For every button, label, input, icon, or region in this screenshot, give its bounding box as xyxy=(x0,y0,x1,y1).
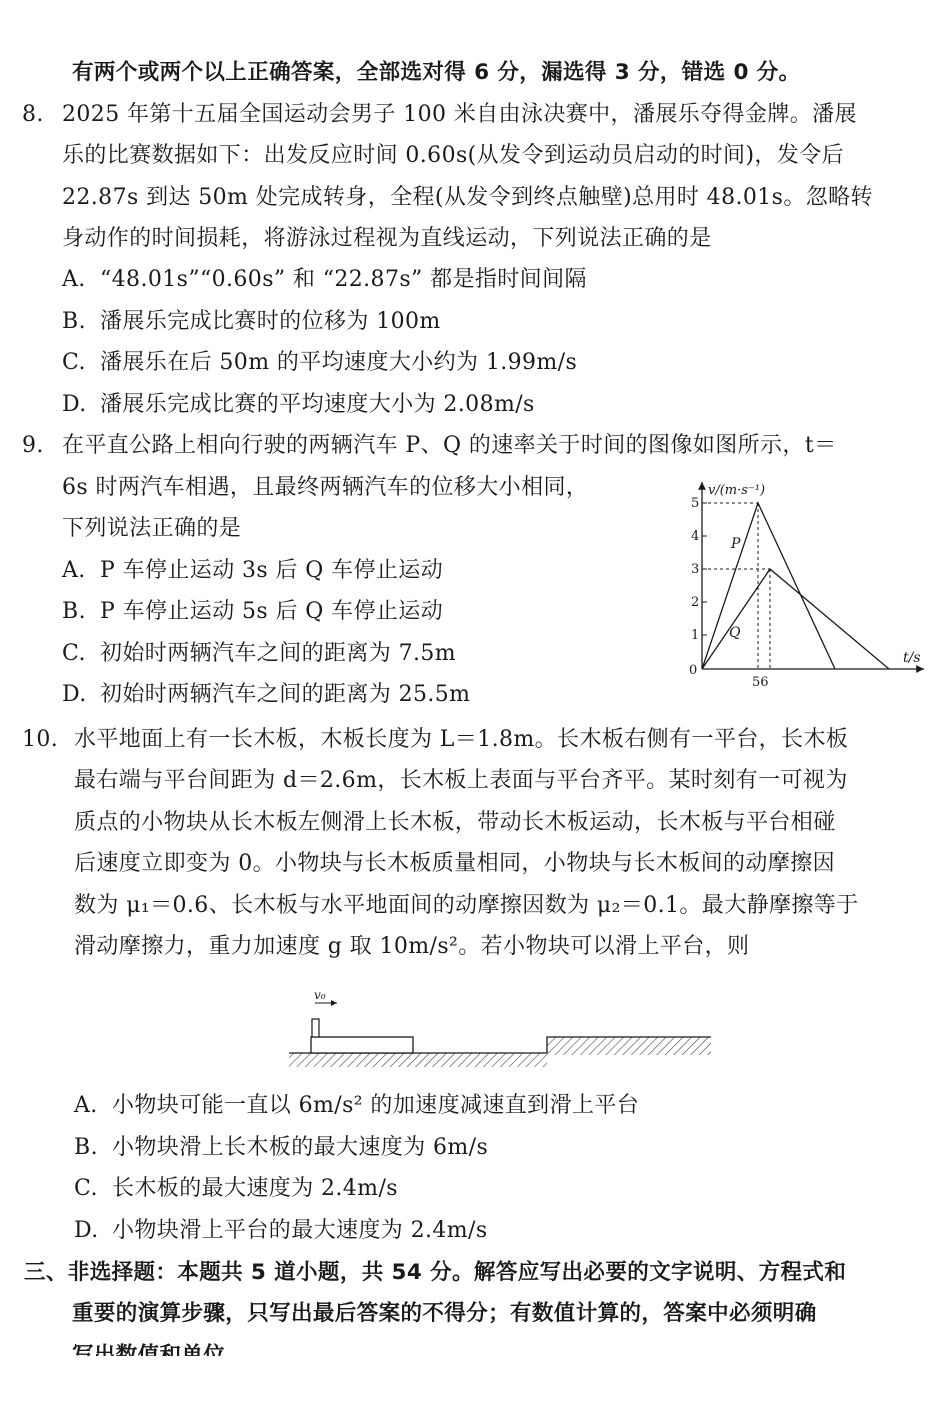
q10-line-1 xyxy=(22,725,848,755)
option-label: D. xyxy=(62,682,87,707)
option-text: 初始时两辆汽车之间的距离为 7.5m xyxy=(100,641,457,666)
option-text: “48.01s”“0.60s” 和 “22.87s” 都是指时间间隔 xyxy=(100,267,587,292)
q8-option-c xyxy=(62,348,577,378)
q10-line-5: 数为 μ₁＝0.6、长木板与水平地面间的动摩擦因数为 μ₂＝0.1。最大静摩擦等于 xyxy=(74,893,859,918)
option-label: C. xyxy=(62,641,86,666)
q8-option-a xyxy=(62,265,587,295)
option-text: 潘展乐完成比赛的平均速度大小为 2.08m/s xyxy=(100,392,535,417)
option-label: B. xyxy=(74,1135,98,1160)
q9-option-d xyxy=(62,680,470,710)
ytick-4: 4 xyxy=(691,529,700,544)
q10-line-3: 质点的小物块从长木板左侧滑上长木板，带动长木板运动，长木板与平台相碰 xyxy=(74,810,836,835)
q8-option-b xyxy=(62,307,441,337)
option-text: 潘展乐在后 50m 的平均速度大小约为 1.99m/s xyxy=(100,350,578,375)
q9-line-1 xyxy=(22,431,836,461)
q10-option-d xyxy=(74,1216,488,1246)
q10-option-a xyxy=(74,1091,639,1121)
label-q: Q xyxy=(729,625,741,641)
ytick-0: 0 xyxy=(689,663,698,678)
q10-option-c xyxy=(74,1174,398,1204)
option-label: A. xyxy=(62,267,86,292)
q9-vt-graph xyxy=(680,474,930,694)
q10-line-6: 滑动摩擦力，重力加速度 g 取 10m/s²。若小物块可以滑上平台，则 xyxy=(74,934,750,959)
option-label: B. xyxy=(62,599,86,624)
option-label: A. xyxy=(74,1093,98,1118)
q8-text-1: 2025 年第十五届全国运动会男子 100 米自由泳决赛中，潘展乐夺得金牌。潘展 xyxy=(62,102,857,127)
option-label: C. xyxy=(74,1176,98,1201)
option-text: 小物块滑上长木板的最大速度为 6m/s xyxy=(112,1135,489,1160)
q9-line-3: 下列说法正确的是 xyxy=(62,516,242,541)
option-label: D. xyxy=(74,1218,99,1243)
q8-line-4: 身动作的时间损耗，将游泳过程视为直线运动，下列说法正确的是 xyxy=(62,226,712,251)
xtick-56: 56 xyxy=(752,675,769,690)
q8-option-d xyxy=(62,390,535,420)
q10-number: 10. xyxy=(22,727,59,752)
long-board xyxy=(311,1037,413,1053)
option-text: 小物块滑上平台的最大速度为 2.4m/s xyxy=(112,1218,488,1243)
curve-p xyxy=(702,503,835,669)
q9-line-2: 6s 时两汽车相遇，且最终两辆汽车的位移大小相同， xyxy=(62,475,589,500)
q9-option-b xyxy=(62,597,443,627)
q8-line-1 xyxy=(22,100,857,130)
ytick-2: 2 xyxy=(691,595,700,610)
ytick-5: 5 xyxy=(691,496,700,511)
v0-label: v₀ xyxy=(314,988,326,1002)
option-label: C. xyxy=(62,350,86,375)
q8-number: 8. xyxy=(22,102,44,127)
q9-option-a xyxy=(62,556,443,586)
option-text: 长木板的最大速度为 2.4m/s xyxy=(112,1176,398,1201)
section3-line-1: 三、非选择题：本题共 5 道小题，共 54 分。解答应写出必要的文字说明、方程式和 xyxy=(24,1260,847,1285)
q9-text-1: 在平直公路上相向行驶的两辆汽车 P、Q 的速率关于时间的图像如图所示，t＝ xyxy=(62,433,837,458)
option-text: 初始时两辆汽车之间的距离为 25.5m xyxy=(100,682,471,707)
q9-number: 9. xyxy=(22,433,44,458)
q9-option-c xyxy=(62,639,456,669)
option-text: P 车停止运动 3s 后 Q 车停止运动 xyxy=(100,558,444,583)
graph-ylabel: v/(m·s⁻¹) xyxy=(708,483,766,498)
q10-line-2: 最右端与平台间距为 d＝2.6m，长木板上表面与平台齐平。某时刻有一可视为 xyxy=(74,768,848,793)
option-text: P 车停止运动 5s 后 Q 车停止运动 xyxy=(100,599,444,624)
q8-line-3: 22.87s 到达 50m 处完成转身，全程(从发令到终点触壁)总用时 48.01s。忽略转 xyxy=(62,185,873,210)
q10-line-4: 后速度立即变为 0。小物块与长木板质量相同，小物块与长木板间的动摩擦因 xyxy=(74,851,835,876)
platform-hatch xyxy=(547,1037,711,1055)
ytick-3: 3 xyxy=(691,562,700,577)
q10-figure xyxy=(285,985,715,1075)
option-label: A. xyxy=(62,558,86,583)
option-label: B. xyxy=(62,309,86,334)
page-crop-edge xyxy=(0,1356,950,1425)
option-label: D. xyxy=(62,392,87,417)
label-p: P xyxy=(731,536,741,552)
option-text: 小物块可能一直以 6m/s² 的加速度减速直到滑上平台 xyxy=(112,1093,640,1118)
ground-hatch xyxy=(289,1053,547,1067)
small-block xyxy=(312,1019,319,1037)
ytick-1: 1 xyxy=(691,628,700,643)
q8-line-2: 乐的比赛数据如下：出发反应时间 0.60s(从发令到运动员启动的时间)，发令后 xyxy=(62,143,845,168)
q10-option-b xyxy=(74,1133,488,1163)
q10-text-1: 水平地面上有一长木板，木板长度为 L＝1.8m。长木板右侧有一平台，长木板 xyxy=(74,727,849,752)
section3-line-2: 重要的演算步骤，只写出最后答案的不得分；有数值计算的，答案中必须明确 xyxy=(72,1301,817,1326)
scoring-rule-line: 有两个或两个以上正确答案，全部选对得 6 分，漏选得 3 分，错选 0 分。 xyxy=(72,60,801,85)
graph-xlabel: t/s xyxy=(903,650,921,666)
option-text: 潘展乐完成比赛时的位移为 100m xyxy=(100,309,441,334)
